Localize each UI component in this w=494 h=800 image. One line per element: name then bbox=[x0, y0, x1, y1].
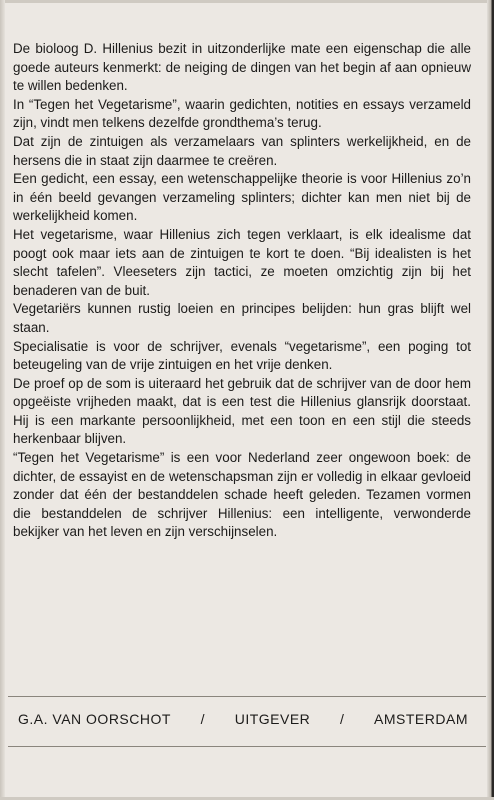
blurb-paragraph-9: “Tegen het Vegetarisme” is een voor Nederland zeer ongewoon boek: de dichter, de essayist en de wetenschapsman zijn er volledig in elkaar gevloeid zonder dat één der bestanddelen schade heeft geleden. Tezamen vormen die bestanddelen de schrijver Hillenius: een intelligente, verwonderde bekijker van het leven en zijn verschijnselen. bbox=[13, 450, 471, 540]
blurb-paragraph-7: Specialisatie is voor de schrijver, evenals “vegetarisme”, een poging tot beteugeling van de vrije zintuigen en het vrije denken. bbox=[13, 338, 471, 373]
imprint-top-divider bbox=[8, 696, 486, 697]
publisher-city: AMSTERDAM bbox=[374, 711, 468, 727]
imprint-separator: / bbox=[339, 711, 345, 727]
blurb-paragraph-4: Een gedicht, een essay, een wetenschappelijke theorie is voor Hillenius zo’n in één beeld gevangen verzameling splinters; dichter kan men niet bij de werkelijkheid komen. bbox=[13, 171, 471, 224]
cover-left-edge bbox=[0, 0, 5, 800]
blurb-paragraph-3: Dat zijn de zintuigen als verzamelaars van splinters werkelijkheid, en de hersens die in staat zijn daarmee te creëren. bbox=[13, 133, 471, 168]
blurb-paragraph-6: Vegetariërs kunnen rustig loeien en principes belijden: hun gras blijft wel staan. bbox=[13, 301, 471, 335]
cover-top-edge bbox=[0, 0, 494, 3]
blurb-paragraph-2: In “Tegen het Vegetarisme”, waarin gedichten, notities en essays verzameld zijn, vindt men telkens dezelfde grondthema’s terug. bbox=[13, 96, 471, 131]
blurb-paragraph-8: De proef op de som is uiteraard het gebruik dat de schrijver van de door hem opgeëiste vrijheden maakt, dat is een test die Hillenius glansrijk doorstaat. Hij is een markante persoonlijkheid, met een toon en een stijl die steeds herkenbaar blijven. bbox=[13, 375, 471, 447]
blurb-paragraph-5: Het vegetarisme, waar Hillenius zich tegen verklaart, is elk idealisme dat poogt ook maar iets aan de zintuigen te kort te doen. “Bij idealisten is het slecht tafelen”. Vleeseters zijn tactici, ze moeten omzichtig zijn bij het benaderen van de buit. bbox=[13, 226, 471, 298]
publisher-role: UITGEVER bbox=[234, 711, 311, 727]
publisher-name: G.A. VAN OORSCHOT bbox=[18, 711, 171, 727]
blurb-text bbox=[13, 40, 471, 542]
blurb-paragraph-1: De bioloog D. Hillenius bezit in uitzonderlijke mate een eigenschap die alle goede auteurs kenmerkt: de neiging de dingen van het begin af aan opnieuw te willen bedenken. bbox=[13, 41, 471, 94]
imprint-separator: / bbox=[200, 711, 206, 727]
imprint-bottom-divider bbox=[8, 746, 486, 747]
cover-right-edge bbox=[487, 0, 494, 800]
publisher-imprint bbox=[18, 711, 468, 727]
